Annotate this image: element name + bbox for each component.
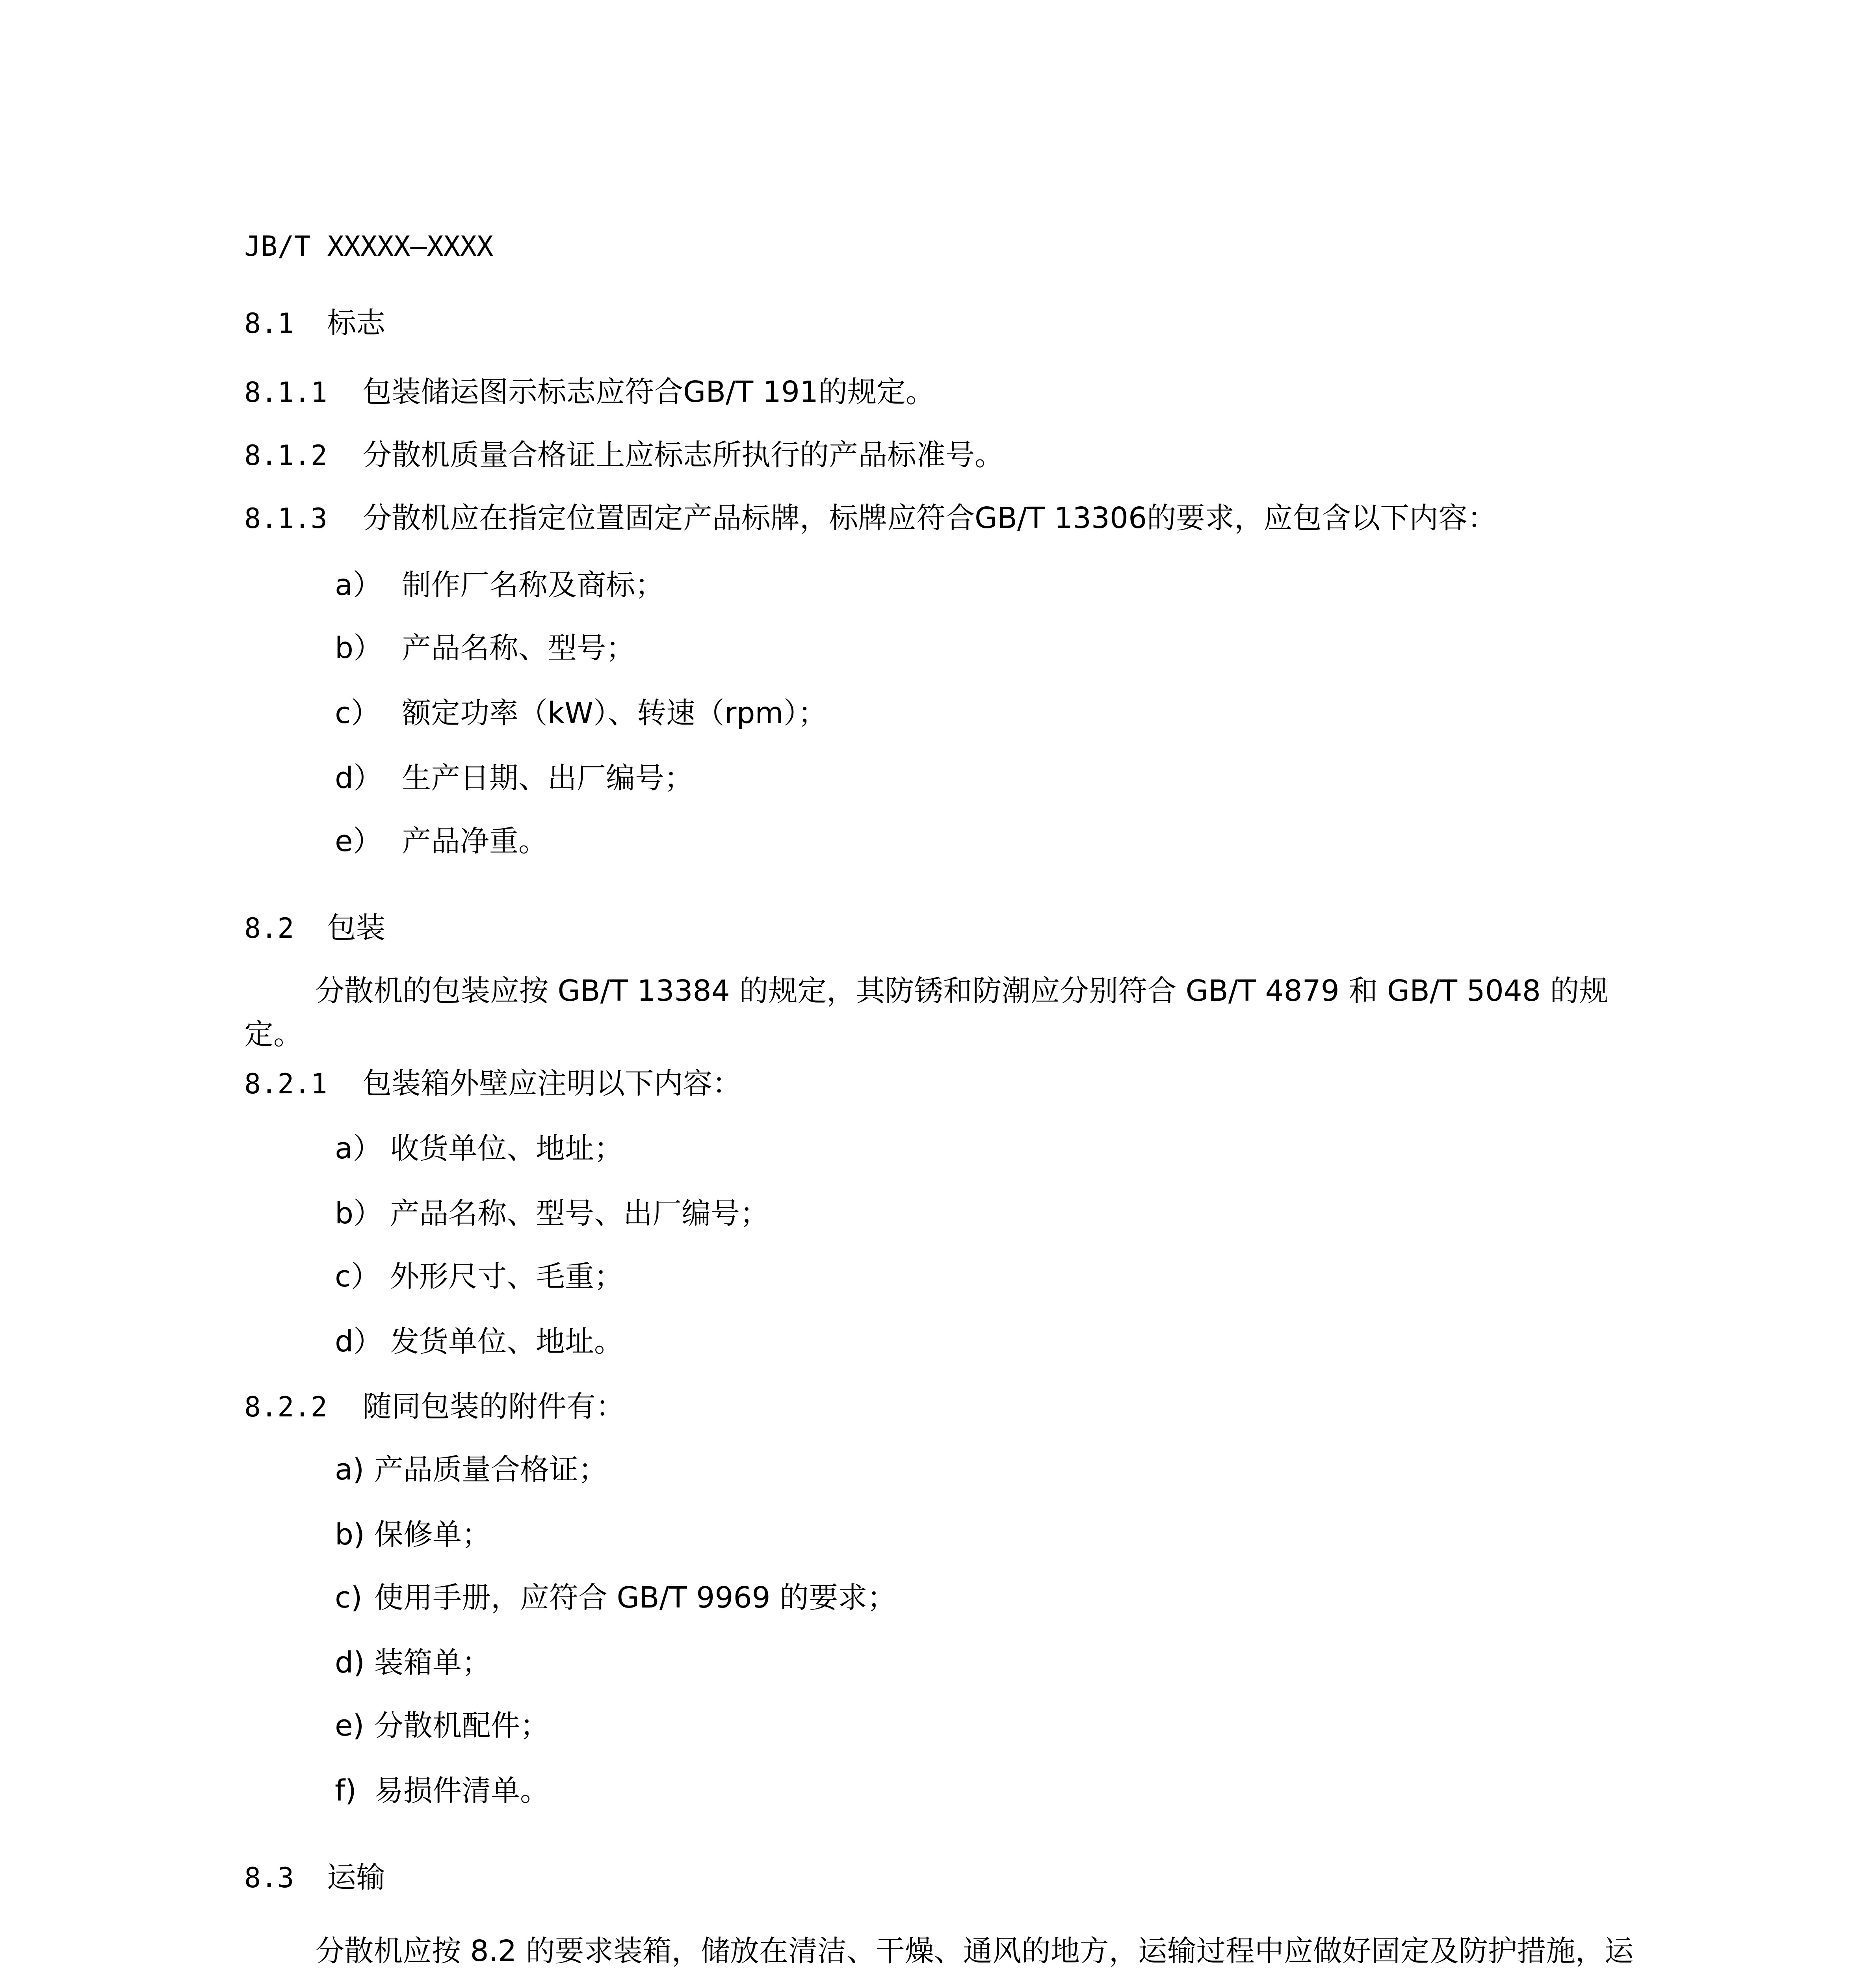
clause-text: 随同包装的附件有： (362, 1390, 625, 1424)
list-marker: a） (335, 1132, 382, 1165)
clause-8-1-1 (244, 372, 935, 412)
list-item (335, 1450, 607, 1489)
section-8-2-intro: 分散机的包装应按 GB/T 13384 的规定，其防锈和防潮应分别符合 GB/T 4879 和 GB/T 5048 的规定。 (244, 974, 1609, 1051)
section-number: 8.3 (244, 1862, 294, 1894)
section-heading-8-1 (244, 303, 385, 343)
list-marker: a） (335, 568, 382, 602)
list-text: 产品名称、型号、出厂编号； (390, 1197, 769, 1230)
section-heading-8-3 (244, 1858, 385, 1898)
list-text: 保修单； (374, 1518, 491, 1552)
list-item (335, 565, 664, 605)
list-marker: d） (335, 1325, 383, 1359)
section-number: 8.1 (244, 307, 294, 340)
list-item (335, 1515, 491, 1554)
list-text: 发货单位、地址。 (390, 1325, 623, 1359)
list-item (335, 1706, 549, 1745)
list-text: 产品质量合格证； (374, 1453, 607, 1487)
list-item (335, 693, 827, 733)
list-marker: c) (335, 1581, 362, 1615)
section-heading-8-2 (244, 908, 385, 948)
clause-8-2-1 (244, 1064, 741, 1104)
list-item (335, 628, 635, 668)
clause-text: 包装储运图示标志应符合GB/T 191的规定。 (362, 375, 935, 409)
list-item (335, 1257, 623, 1296)
list-item (335, 1643, 491, 1682)
list-marker: b) (335, 1518, 365, 1552)
clause-text: 包装箱外壁应注明以下内容： (362, 1067, 741, 1100)
list-text: 制作厂名称及商标； (402, 568, 664, 602)
list-marker: d) (335, 1646, 365, 1680)
list-item (335, 1771, 549, 1810)
list-text: 额定功率（kW）、转速（rpm）； (402, 696, 827, 730)
clause-number: 8.1.3 (244, 502, 327, 535)
list-item (335, 1322, 623, 1361)
list-marker: b） (335, 631, 383, 665)
list-text: 产品净重。 (402, 824, 548, 858)
section-number: 8.2 (244, 912, 294, 944)
list-item (335, 1129, 623, 1168)
list-text: 易损件清单。 (374, 1774, 549, 1808)
list-marker: e) (335, 1709, 364, 1743)
list-item (335, 758, 693, 798)
clause-8-1-3 (244, 498, 1497, 538)
list-marker: d） (335, 761, 383, 795)
list-marker: c） (335, 1260, 380, 1294)
clause-text: 分散机质量合格证上应标志所执行的产品标准号。 (362, 438, 1004, 472)
clause-number: 8.2.2 (244, 1391, 327, 1423)
list-text: 产品名称、型号； (402, 631, 635, 665)
list-text: 外形尺寸、毛重； (390, 1260, 623, 1294)
list-marker: f) (335, 1774, 357, 1808)
list-marker: c） (335, 696, 380, 730)
standard-number: JB/T XXXXX—XXXX (244, 230, 494, 262)
list-marker: a) (335, 1453, 364, 1487)
section-title: 包装 (327, 911, 385, 945)
list-text: 使用手册，应符合 GB/T 9969 的要求； (374, 1581, 897, 1615)
list-text: 装箱单； (374, 1646, 491, 1680)
clause-number: 8.1.2 (244, 439, 327, 472)
list-text: 分散机配件； (374, 1709, 549, 1743)
section-title: 运输 (327, 1860, 385, 1894)
list-marker: e） (335, 824, 382, 858)
list-item (335, 1194, 769, 1233)
clause-8-2-2 (244, 1387, 625, 1427)
list-marker: b） (335, 1197, 383, 1230)
clause-text: 分散机应在指定位置固定产品标牌，标牌应符合GB/T 13306的要求，应包含以下内容： (362, 501, 1497, 535)
list-text: 生产日期、出厂编号； (402, 761, 693, 795)
clause-number: 8.2.1 (244, 1068, 327, 1100)
section-8-3-text: 分散机应按 8.2 的要求装箱，储放在清洁、干燥、通风的地方，运输过程中应做好固定及防护措施，运 (315, 1934, 1634, 1968)
list-item (335, 1578, 896, 1617)
section-title: 标志 (327, 306, 385, 340)
clause-8-1-2 (244, 435, 1004, 475)
list-text: 收货单位、地址； (390, 1132, 623, 1165)
list-item (335, 821, 548, 861)
clause-number: 8.1.1 (244, 376, 327, 409)
